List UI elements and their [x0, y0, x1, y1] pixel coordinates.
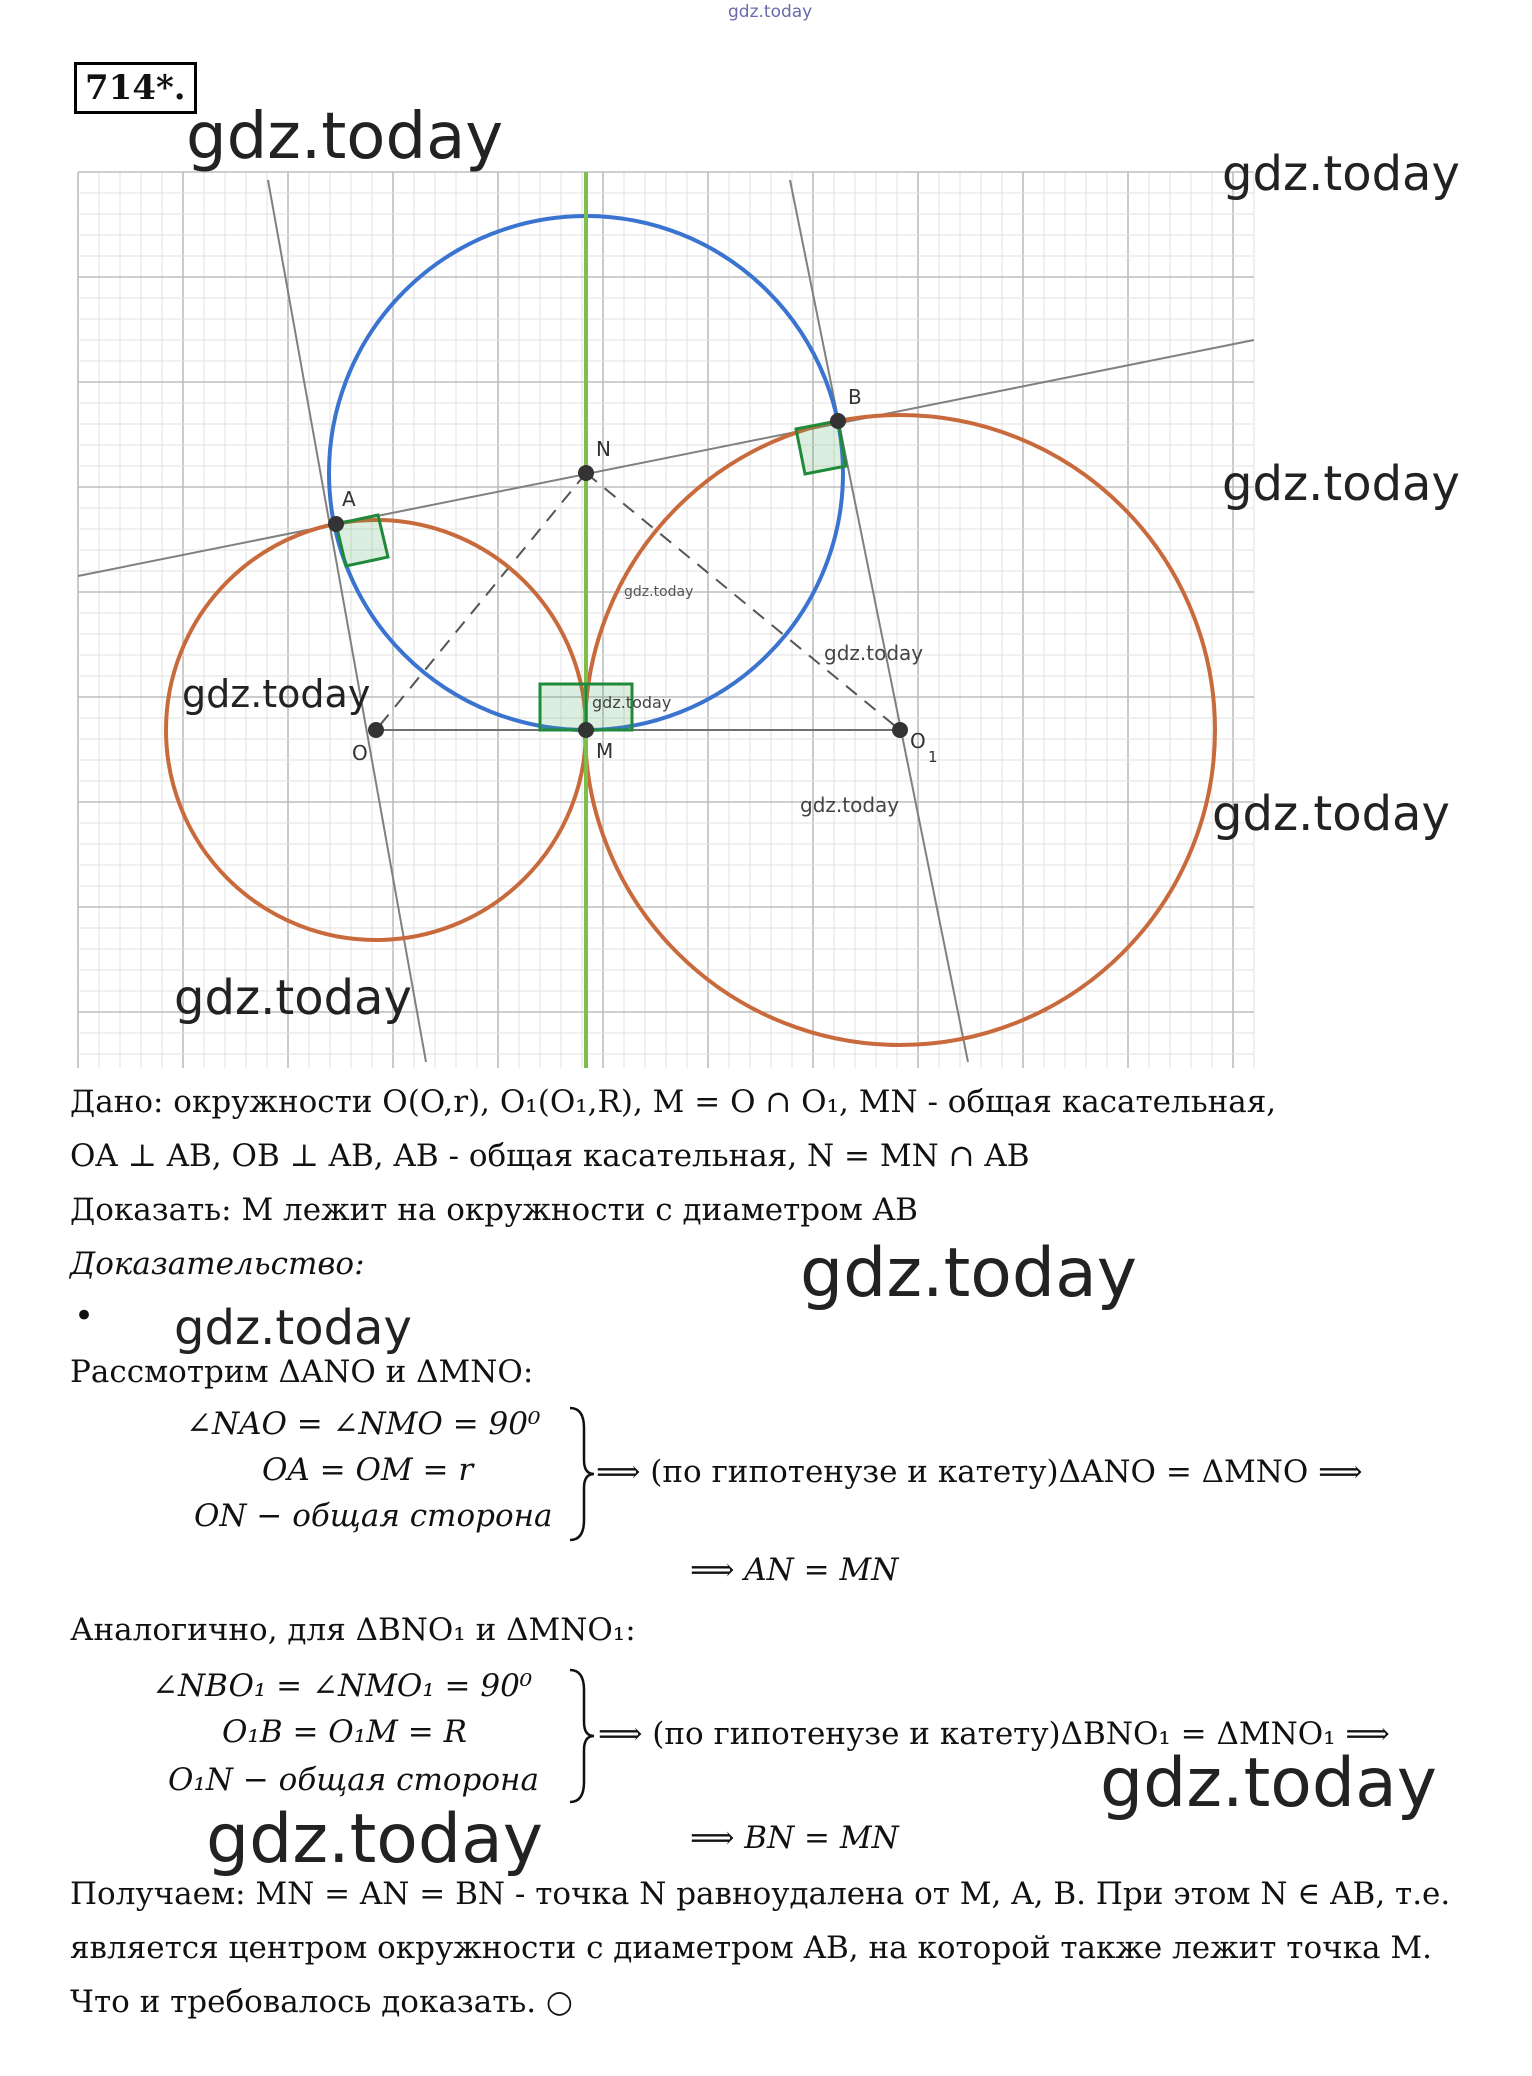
system2-result: ⟹ (по гипотенузе и катету)ΔBNO₁ = ΔMNO₁ ⟹ — [598, 1716, 1390, 1752]
label-B: B — [848, 385, 862, 409]
system1-brace — [566, 1404, 596, 1544]
label-O1-subscript: 1 — [928, 748, 938, 766]
right-angle-M-left — [540, 684, 586, 730]
point-O — [368, 722, 384, 738]
consider-1: Рассмотрим ΔANO и ΔMNO: — [70, 1354, 534, 1390]
label-N: N — [596, 437, 611, 461]
figure-watermark-2: gdz.today — [824, 641, 924, 665]
system1-line3: ON − общая сторона — [194, 1498, 553, 1534]
point-O1 — [892, 722, 908, 738]
point-B — [830, 413, 846, 429]
system2-line3: O₁N − общая сторона — [168, 1762, 539, 1798]
problem-number: 714*. — [74, 62, 197, 114]
point-M — [578, 722, 594, 738]
watermark-top-right: gdz.today — [1222, 146, 1460, 202]
header-watermark: gdz.today — [728, 2, 813, 22]
point-A — [328, 516, 344, 532]
figure-watermark-3: gdz.today — [800, 793, 900, 817]
final-line-1: Получаем: MN = AN = BN - точка N равноудалена от M, A, B. При этом N ∈ AB, т.е. — [70, 1876, 1451, 1912]
figure-watermark-1: gdz.today — [624, 584, 694, 600]
watermark-left-circle: gdz.today — [182, 672, 371, 716]
label-O: O — [352, 741, 368, 765]
watermark-right-bottom: gdz.today — [1100, 1744, 1437, 1823]
label-M: M — [596, 739, 614, 763]
final-line-3: Что и требовалось доказать. ○ — [70, 1984, 573, 2020]
radius-line-OA — [268, 180, 426, 1062]
consider-2: Аналогично, для ΔBNO₁ и ΔMNO₁: — [70, 1612, 636, 1648]
figure-watermark-4: gdz.today — [592, 693, 672, 712]
system1-result: ⟹ (по гипотенузе и катету)ΔANO = ΔMNO ⟹ — [596, 1454, 1363, 1490]
watermark-bullet: gdz.today — [174, 1300, 412, 1356]
system2-line2: O₁B = O₁M = R — [222, 1714, 467, 1750]
label-A: A — [342, 487, 356, 511]
coordinate-grid — [78, 172, 1254, 1068]
given-line-1: Дано: окружности O(O,r), O₁(O₁,R), M = O ∩ O₁, MN - общая касательная, — [70, 1084, 1277, 1120]
system1-conclusion: ⟹ AN = MN — [690, 1552, 899, 1588]
system1-line2: OA = OM = r — [262, 1452, 474, 1488]
final-line-2: является центром окружности с диаметром AB, на которой также лежит точка M. — [70, 1930, 1432, 1966]
watermark-bottom-left: gdz.today — [206, 1800, 543, 1879]
point-N — [578, 465, 594, 481]
proof-title: Доказательство: — [70, 1246, 365, 1282]
system1-line1: ∠NAO = ∠NMO = 90⁰ — [186, 1406, 541, 1442]
bullet: • — [74, 1296, 95, 1336]
watermark-right-2: gdz.today — [1212, 786, 1450, 842]
radius-line-O1B — [790, 180, 968, 1062]
watermark-top-left: gdz.today — [186, 100, 504, 174]
system2-line1: ∠NBO₁ = ∠NMO₁ = 90⁰ — [152, 1668, 533, 1704]
given-line-2: OA ⊥ AB, OB ⊥ AB, AB - общая касательная, N = MN ∩ AB — [70, 1138, 1030, 1174]
system2-conclusion: ⟹ BN = MN — [690, 1820, 899, 1856]
watermark-right-1: gdz.today — [1222, 456, 1460, 512]
watermark-middle: gdz.today — [800, 1234, 1137, 1313]
watermark-left-bottom: gdz.today — [174, 970, 412, 1026]
label-O1: O — [910, 729, 926, 753]
prove-line: Доказать: M лежит на окружности с диаметром AB — [70, 1192, 918, 1228]
system2-brace — [566, 1666, 596, 1806]
